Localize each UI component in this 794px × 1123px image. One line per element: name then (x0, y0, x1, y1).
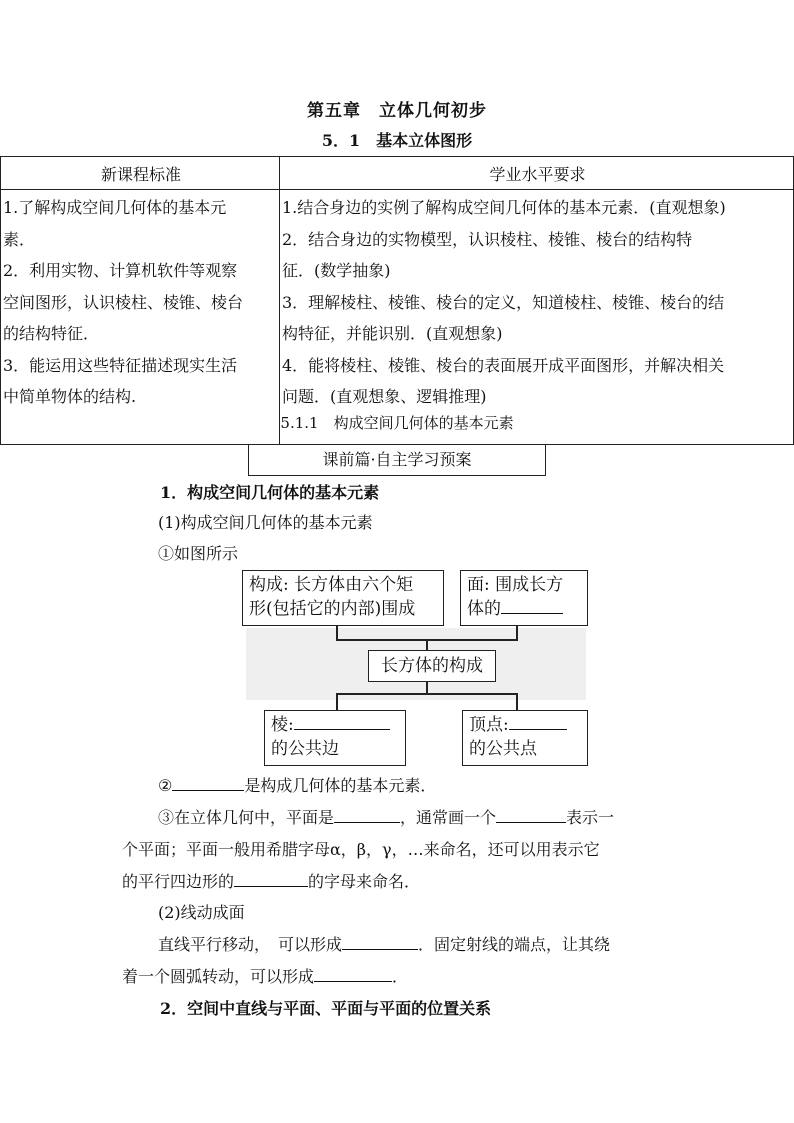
vertex-box (462, 710, 588, 766)
connector-line (516, 626, 518, 640)
line-move-line-2-a: 着一个圆弧转动，可以形成 (122, 967, 315, 986)
requirement-line: 4．能将棱柱、棱锥、棱台的表面展开成平面图形，并解决相关 (282, 355, 725, 375)
table-row (1, 190, 794, 445)
section-title: 5．1 基本立体图形 (321, 131, 473, 150)
cuboid-structure-diagram (242, 566, 590, 766)
circle-3-line-3 (122, 869, 420, 892)
vertex-line-1-wrap (469, 713, 581, 737)
item-1-subheading-2: (2)线动成面 (158, 903, 245, 922)
connector-line (336, 626, 338, 640)
plane-blank-1 (334, 806, 400, 823)
edge-blank (294, 713, 390, 730)
edge-line-1-wrap (271, 713, 399, 737)
edge-box (264, 710, 406, 766)
circle-3-line-3-b: 的字母来命名． (308, 872, 421, 891)
circle-2-suffix: 是构成几何体的基本元素． (244, 776, 437, 795)
edge-line-2: 的公共边 (271, 739, 339, 759)
connector-line (336, 693, 338, 711)
line-move-line-2-b: ． (392, 967, 409, 986)
line-move-line-2 (122, 964, 408, 987)
circle-3-line-2: 个平面；平面一般用希腊字母α，β，γ，…来命名，还可以用表示它 (122, 840, 600, 859)
circle-3-line-1 (158, 805, 614, 828)
circle-3-part-3: 表示一 (566, 808, 615, 827)
circle-3-line-3-a: 的平行四边形的 (122, 872, 235, 891)
standard-line: 素． (3, 229, 36, 249)
item-1-figure-note: ①如图所示 (158, 544, 239, 563)
edge-line-1: 棱: (271, 715, 294, 735)
requirement-line: 2．结合身边的实物模型，认识棱柱、棱锥、棱台的结构特 (282, 229, 693, 249)
standard-cell (1, 190, 280, 445)
requirement-line: 征．(数学抽象) (282, 261, 391, 280)
item-2-heading: 2．空间中直线与平面、平面与平面的位置关系 (160, 999, 492, 1018)
requirement-line: 1.结合身边的实例了解构成空间几何体的基本元素．(直观想象) (282, 198, 726, 217)
requirement-cell (280, 190, 794, 445)
standard-line: 2．利用实物、计算机软件等观察 (3, 261, 238, 280)
requirement-line: 问题．(直观想象、逻辑推理) (282, 387, 487, 406)
vertex-blank (509, 713, 567, 730)
standard-line: 的结构特征． (3, 324, 100, 343)
standard-line: 3．能运用这些特征描述现实生活 (3, 355, 238, 375)
requirement-line: 3．理解棱柱、棱锥、棱台的定义，知道棱柱、棱锥、棱台的结 (282, 292, 725, 312)
circle-2-blank (172, 774, 244, 791)
item-1-heading: 1．构成空间几何体的基本元素 (160, 483, 380, 502)
face-blank (501, 597, 563, 614)
circle-2-prefix: ② (158, 776, 173, 795)
item-1-subheading: (1)构成空间几何体的基本元素 (158, 513, 373, 532)
face-box (460, 570, 588, 626)
circle-2-line (158, 773, 436, 796)
standards-table (0, 156, 794, 445)
line-move-blank-1 (342, 933, 418, 950)
circle-3-part-1: ③在立体几何中，平面是 (158, 808, 335, 827)
table-header-row (1, 157, 794, 190)
plane-blank-2 (496, 806, 566, 823)
section-box: 课前篇·自主学习预案 (248, 444, 546, 476)
vertex-line-1: 顶点: (469, 715, 509, 735)
face-line-1: 面: 围成长方 (467, 575, 564, 595)
chapter-title: 第五章 立体几何初步 (307, 101, 487, 121)
standard-line: 空间图形，认识棱柱、棱锥、棱台 (3, 292, 244, 312)
line-move-blank-2 (314, 965, 392, 982)
standard-line: 中简单物体的结构. (3, 387, 137, 406)
subsection-title: 5.1.1 构成空间几何体的基本元素 (280, 414, 514, 432)
circle-3-part-2: ，通常画一个 (400, 808, 497, 827)
face-line-2: 体的 (467, 599, 501, 619)
vertex-line-2: 的公共点 (469, 739, 537, 759)
compose-line-2: 形(包括它的内部)围成 (249, 599, 416, 619)
face-line-2-wrap (467, 597, 581, 621)
center-box: 长方体的构成 (368, 650, 496, 682)
standard-line: 1.了解构成空间几何体的基本元 (3, 198, 227, 217)
line-move-part-1: 直线平行移动， 可以形成 (158, 935, 343, 954)
line-move-line-1 (158, 932, 610, 955)
connector-line (336, 693, 518, 695)
compose-box (242, 570, 444, 626)
header-level-requirement: 学业水平要求 (280, 157, 794, 190)
requirement-line: 构特征，并能识别．(直观想象) (282, 324, 503, 343)
connector-line (516, 693, 518, 711)
compose-line-1: 构成: 长方体由六个矩 (249, 575, 414, 595)
line-move-part-2: ．固定射线的端点，让其绕 (418, 935, 611, 954)
plane-blank-3 (234, 870, 308, 887)
header-new-standard: 新课程标准 (1, 157, 280, 190)
